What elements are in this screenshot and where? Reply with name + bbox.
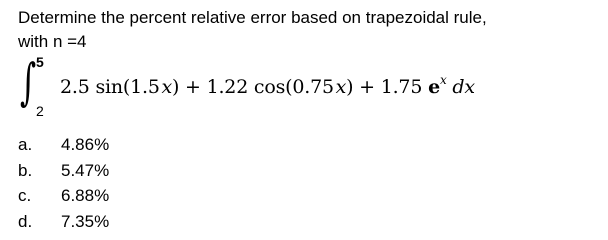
integrand-term3: ) + 1.75 xyxy=(346,76,423,98)
option-value: 4.86% xyxy=(61,135,110,154)
integral-upper-limit: 5 xyxy=(36,54,44,70)
option-b[interactable] xyxy=(18,158,318,184)
option-value: 5.47% xyxy=(61,160,110,180)
integral-lower-limit: 2 xyxy=(36,103,44,119)
integral-expression xyxy=(18,53,558,130)
question-text-line-1: Determine the percent relative error based on trapezoidal rule, xyxy=(18,8,487,27)
option-d[interactable] xyxy=(18,209,318,235)
integrand-term1: 2.5 sin(1.5 xyxy=(60,76,160,98)
exp-base: e xyxy=(428,76,440,98)
integrand-var-2: x xyxy=(335,76,347,98)
question-prompt xyxy=(18,6,593,54)
exp-power: x xyxy=(439,73,447,87)
option-letter: a. xyxy=(18,135,33,154)
option-a[interactable] xyxy=(18,132,318,158)
integrand xyxy=(60,74,475,100)
option-letter: c. xyxy=(18,186,32,205)
option-letter: b. xyxy=(18,160,33,180)
differential: dx xyxy=(452,76,475,98)
integral-sign: ∫ xyxy=(20,53,37,111)
integrand-var-1: x xyxy=(161,76,172,98)
integrand-term2: ) + 1.22 cos(0.75 xyxy=(171,76,334,98)
question-text-line-2: with n =4 xyxy=(18,32,87,51)
answer-options xyxy=(18,132,318,234)
option-value: 6.88% xyxy=(61,186,110,205)
option-letter: d. xyxy=(18,211,33,231)
option-value: 7.35% xyxy=(61,211,110,231)
option-c[interactable] xyxy=(18,183,318,209)
